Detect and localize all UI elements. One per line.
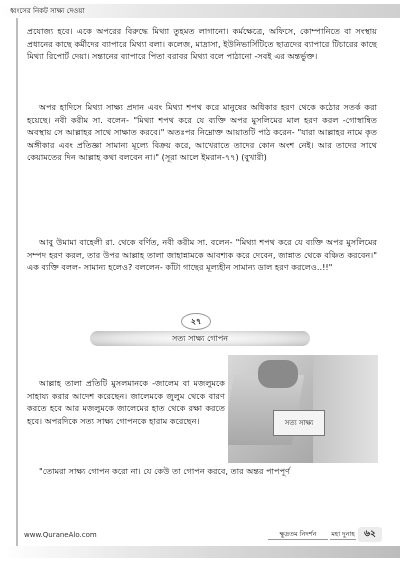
- photo-sign: সত্য সাক্ষ্য: [273, 410, 325, 436]
- header-title: ধ্বংসের নিকট সাক্ষ্য দেওয়া: [10, 7, 85, 15]
- photo-shirt: [313, 355, 378, 463]
- page-number: ৬২: [358, 527, 382, 542]
- photo-hand: [258, 360, 298, 388]
- page-header: [0, 4, 400, 18]
- paragraph-hadith-1: অপর হাদিসে মিথ্যা সাক্ষ্য প্রদান এবং মিথ্যা শপথ করে মানুষের অধিকার হরণ থেকে কঠোর সতর্ক করা হয়েছে। নবী করীম সা. বলেন- "মিথ্যা শপথ করে যে ব্যক্তি অপর মুসলিমের মাল হরণ করল -গোস্বান্বিত অবস্থায় সে আল্লাহর সাথে সাক্ষাত করবে।" অতঃপর নিম্নোক্ত আয়াতটি পাঠ করেন- "যারা আল্লাহর নামে কৃত অঙ্গীকার এবং প্রতিজ্ঞা সামান্য মূল্যে বিক্রয় করে, আখেরাতে তাদের কোন অংশ নেই। আর তাদের সাথে কেয়ামতের দিন আল্লাহ কথা বলবেন না।" (সূরা আলে ইমরান-৭৭) (বুখারী): [27, 102, 377, 163]
- left-margin-rule: [16, 18, 18, 546]
- footer-book-label: ক্ষুদ্রতম নিদর্শন: [268, 529, 328, 540]
- section-title: সত্য সাক্ষ্য গোপন: [171, 334, 229, 343]
- footer-band: [0, 546, 400, 558]
- footer-chapter-label: মহা দুনাহ: [331, 530, 355, 538]
- illustration-photo: [228, 355, 378, 463]
- section-number: ২৭: [181, 313, 211, 330]
- paragraph-quran-quote: "তোমরা সাক্ষ্য গোপন করো না। যে কেউ তা গোপন করবে, তার অন্তর পাপপূর্ণ: [39, 466, 291, 476]
- paragraph-section-body: আল্লাহ তালা প্রতিটি মুসলমানকে -জালেম বা মজলুমকে সাহায্য করার আদেশ করেছেন। জালেমকে জুলুম থেকে বারণ করতে হবে আর মজলুমকে জালেমের হাত থেকে রক্ষা করতে হবে। অপরদিকে সত্য সাক্ষ্য গোপনকে হারাম করেছেন।: [27, 378, 225, 426]
- paragraph-intro: প্রযোজ্য হবে। একে অপরের বিরুদ্ধে মিথ্যা তুহমত লাগানো। কর্মক্ষেত্রে, অফিসে, কোম্পানিতে বা সংস্থায় প্রধানের কাছে কর্মীদের ব্যাপারে মিথ্যা বলা। কলেজ, মাদ্রাসা, ইউনিভার্সিটিতে ছাত্রদের ব্যাপারে টিচারের কাছে মিথ্যা রিপোর্ট দেয়া। সন্তানের ব্যাপারে পিতা বরাবর মিথ্যা বলে পাঠানো -সবই এর অন্তর্ভুক্ত।: [27, 26, 377, 62]
- footer-website-link[interactable]: www.QuraneAlo.com: [24, 531, 97, 539]
- paragraph-hadith-2: আবু উমামা বাহেলী রা. থেকে বর্ণিত, নবী করীম সা. বলেন- "মিথ্যা শপথ করে যে ব্যক্তি অপর মুসলিমের সম্পদ হরণ করল, তার উপর আল্লাহ তালা জাহান্নামকে আবশ্যক করে দেবেন, জান্নাত থেকে বঞ্চিত করবেন।" এক ব্যক্তি বলল- সামান্য হলেও? বললেন- কাঁটা গাছের মূল্যহীন সামান্য ডাল হরণ করলেও..!!": [27, 237, 377, 273]
